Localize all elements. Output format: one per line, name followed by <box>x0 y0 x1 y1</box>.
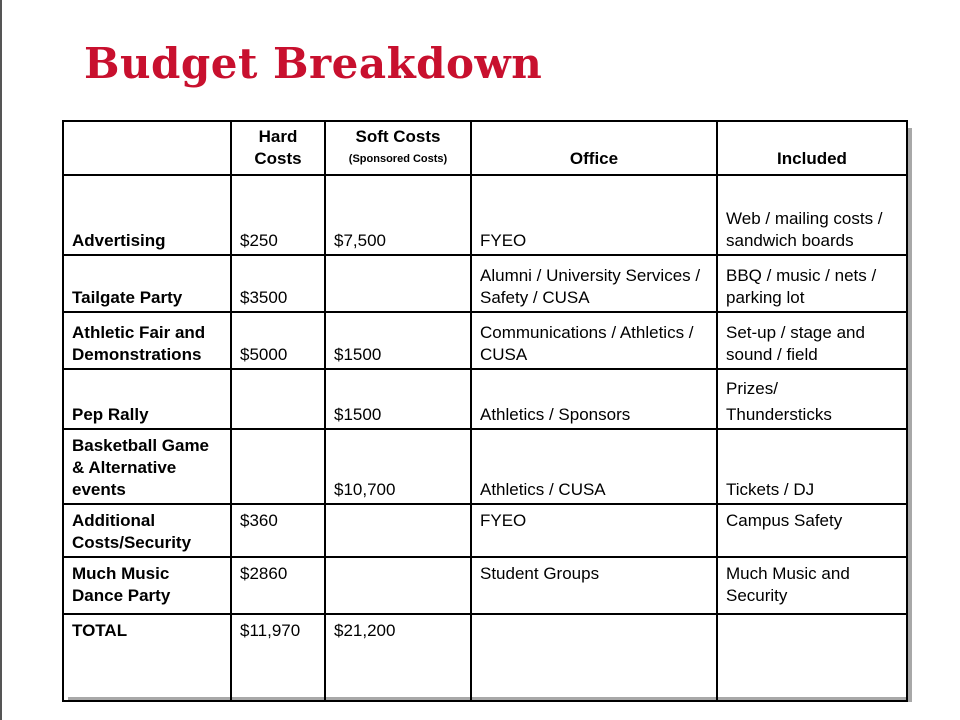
row-office: Athletics / Sponsors <box>471 369 717 429</box>
row-office <box>471 614 717 701</box>
row-included: BBQ / music / nets / parking lot <box>717 255 907 312</box>
row-soft-cost <box>325 557 471 614</box>
row-office: FYEO <box>471 175 717 255</box>
header-soft-main: Soft Costs <box>355 127 441 146</box>
row-hard-cost <box>231 369 325 429</box>
row-item: Basketball Game & Alternative events <box>63 429 231 504</box>
budget-table-container <box>62 120 906 697</box>
table-row <box>63 429 907 504</box>
row-included: Campus Safety <box>717 504 907 557</box>
row-soft-cost: $21,200 <box>325 614 471 701</box>
row-included: Tickets / DJ <box>717 429 907 504</box>
row-office: Athletics / CUSA <box>471 429 717 504</box>
row-item: Tailgate Party <box>63 255 231 312</box>
header-hard-line2: Costs <box>254 149 302 168</box>
table-row <box>63 504 907 557</box>
row-item: Athletic Fair and Demonstrations <box>63 312 231 369</box>
header-soft-costs <box>325 121 471 175</box>
header-included: Included <box>717 121 907 175</box>
row-office: Communications / Athletics / CUSA <box>471 312 717 369</box>
row-hard-cost: $3500 <box>231 255 325 312</box>
row-soft-cost: $7,500 <box>325 175 471 255</box>
row-item: TOTAL <box>63 614 231 701</box>
row-included <box>717 614 907 701</box>
row-soft-cost <box>325 504 471 557</box>
row-soft-cost <box>325 255 471 312</box>
row-included-line1: Prizes/ <box>726 379 778 398</box>
row-hard-cost: $2860 <box>231 557 325 614</box>
row-soft-cost: $10,700 <box>325 429 471 504</box>
table-row <box>63 369 907 429</box>
row-included: Much Music and Security <box>717 557 907 614</box>
row-included-line2: Thundersticks <box>726 405 832 424</box>
row-hard-cost: $5000 <box>231 312 325 369</box>
row-included <box>717 369 907 429</box>
header-office: Office <box>471 121 717 175</box>
row-item: Much Music Dance Party <box>63 557 231 614</box>
row-item: Advertising <box>63 175 231 255</box>
left-border-rule <box>0 0 2 720</box>
table-row <box>63 557 907 614</box>
slide-title: Budget Breakdown <box>84 39 543 88</box>
header-item <box>63 121 231 175</box>
header-hard-costs <box>231 121 325 175</box>
row-included: Set-up / stage and sound / field <box>717 312 907 369</box>
row-hard-cost: $250 <box>231 175 325 255</box>
table-header-row <box>63 121 907 175</box>
row-item: Pep Rally <box>63 369 231 429</box>
row-office: Student Groups <box>471 557 717 614</box>
row-office: FYEO <box>471 504 717 557</box>
table-row-total <box>63 614 907 701</box>
header-hard-line1: Hard <box>258 127 298 146</box>
row-item: Additional Costs/Security <box>63 504 231 557</box>
table-row <box>63 312 907 369</box>
row-office: Alumni / University Services / Safety / CUSA <box>471 255 717 312</box>
row-hard-cost: $11,970 <box>231 614 325 701</box>
table-row <box>63 175 907 255</box>
table-row <box>63 255 907 312</box>
row-soft-cost: $1500 <box>325 369 471 429</box>
row-hard-cost <box>231 429 325 504</box>
budget-table <box>62 120 908 702</box>
row-included: Web / mailing costs / sandwich boards <box>717 175 907 255</box>
header-soft-sub: (Sponsored Costs) <box>348 153 448 165</box>
row-hard-cost: $360 <box>231 504 325 557</box>
row-soft-cost: $1500 <box>325 312 471 369</box>
